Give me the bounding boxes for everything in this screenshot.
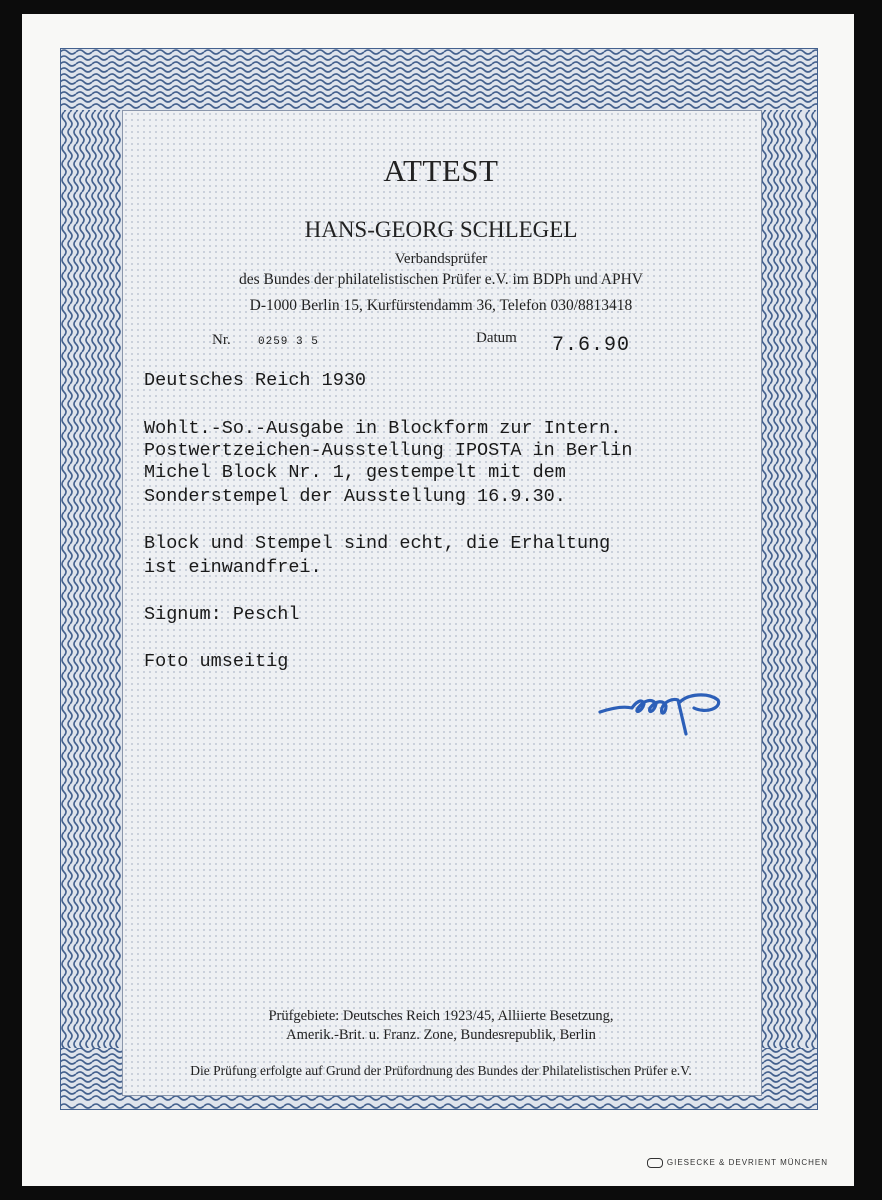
description-line: Wohlt.-So.-Ausgabe in Blockform zur Intern. xyxy=(144,418,622,439)
address-line: D-1000 Berlin 15, Kurfürstendamm 36, Telefon 030/8813418 xyxy=(249,297,633,314)
association-line: des Bundes der philatelistischen Prüfer e.V. im BDPh und APHV xyxy=(239,271,643,288)
printer-name: GIESECKE & DEVRIENT MÜNCHEN xyxy=(666,1158,828,1168)
document-title: ATTEST xyxy=(383,153,499,188)
examiner-role: Verbandsprüfer xyxy=(394,251,488,267)
printer-imprint xyxy=(647,1158,828,1168)
certificate-number: 0259 3 5 xyxy=(258,336,319,348)
number-label: Nr. xyxy=(212,332,231,348)
description-line: Postwertzeichen-Ausstellung IPOSTA in Berlin xyxy=(144,440,633,461)
examination-areas: Amerik.-Brit. u. Franz. Zone, Bundesrepublik, Berlin xyxy=(286,1027,596,1043)
verdict-line: ist einwandfrei. xyxy=(144,557,322,578)
signum-line: Signum: Peschl xyxy=(144,604,300,625)
handwritten-signature xyxy=(598,690,730,746)
examiner-name: HANS-GEORG SCHLEGEL xyxy=(304,217,578,242)
certificate-date: 7.6.90 xyxy=(552,334,631,357)
examination-areas: Prüfgebiete: Deutsches Reich 1923/45, Alliierte Besetzung, xyxy=(268,1008,614,1024)
date-label: Datum xyxy=(476,330,517,346)
description-line: Michel Block Nr. 1, gestempelt mit dem xyxy=(144,462,566,483)
description-line: Sonderstempel der Ausstellung 16.9.30. xyxy=(144,486,566,507)
regulation-note: Die Prüfung erfolgte auf Grund der Prüfordnung des Bundes der Philatelistischen Prüfer e.V. xyxy=(190,1063,692,1078)
verdict-line: Block und Stempel sind echt, die Erhaltung xyxy=(144,533,611,554)
issue-heading: Deutsches Reich 1930 xyxy=(144,370,367,391)
photo-note: Foto umseitig xyxy=(144,651,289,672)
printer-logo-icon xyxy=(647,1158,663,1168)
